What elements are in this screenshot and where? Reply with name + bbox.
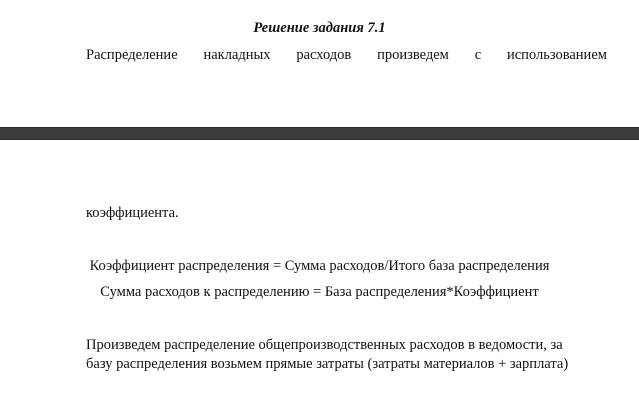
intro-word: с <box>474 47 482 63</box>
intro-word: произведем <box>377 47 449 63</box>
intro-line <box>86 47 607 64</box>
distribution-coefficient-formula: Коэффициент распределения = Сумма расходов/Итого база распределения <box>89 258 550 274</box>
intro-word: использованием <box>506 47 607 63</box>
task-solution-heading: Решение задания 7.1 <box>253 20 386 36</box>
page-break-divider <box>0 127 639 140</box>
document-page-top <box>0 0 639 127</box>
paragraph-line: базу распределения возьмем прямые затраты (затраты материалов + зарплата) <box>86 356 569 372</box>
intro-continuation: коэффициента. <box>86 205 179 221</box>
intro-word: Распределение <box>86 47 178 63</box>
paragraph-line: Произведем распределение общепроизводственных расходов в ведомости, за <box>86 337 563 353</box>
intro-word: расходов <box>296 47 352 63</box>
intro-word: накладных <box>203 47 271 63</box>
distribution-amount-formula: Сумма расходов к распределению = База распределения*Коэффициент <box>100 284 539 300</box>
document-page-bottom <box>0 140 639 411</box>
